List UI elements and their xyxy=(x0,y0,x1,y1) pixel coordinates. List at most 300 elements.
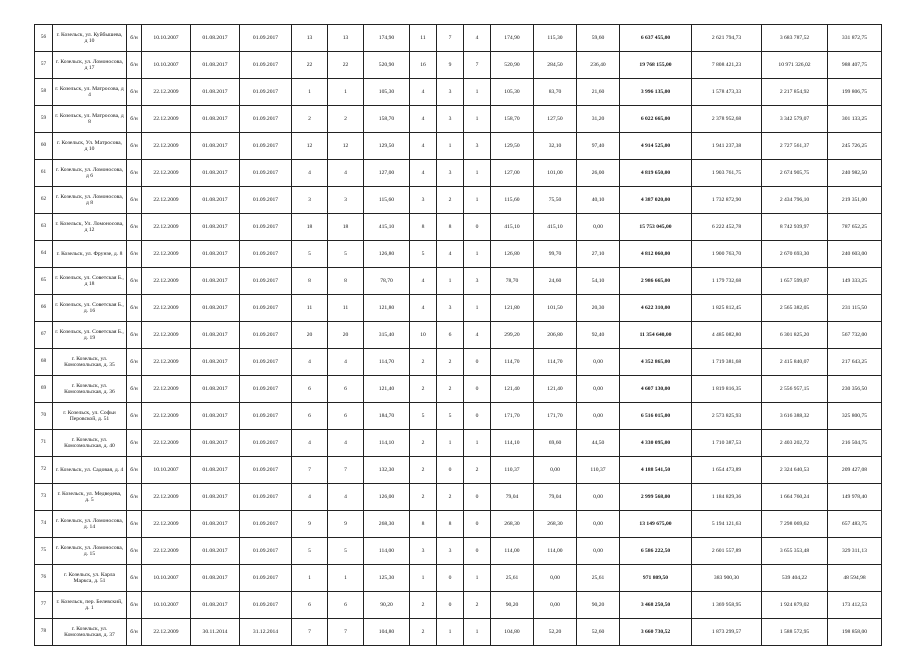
cell-t2: 2 378 952,68 xyxy=(692,106,762,133)
cell-a2: 114,00 xyxy=(491,538,534,565)
table-row xyxy=(35,538,882,565)
cell-t4: 230 356,50 xyxy=(828,376,882,403)
cell-a4: 59,60 xyxy=(577,25,620,52)
cell-n: 60 xyxy=(35,133,53,160)
cell-d1: 22.12.2009 xyxy=(142,403,191,430)
cell-d1: 22.12.2009 xyxy=(142,160,191,187)
cell-a1: 315,40 xyxy=(364,322,410,349)
cell-t4: 331 872,75 xyxy=(828,25,882,52)
cell-a3: 101,50 xyxy=(534,295,577,322)
cell-t2: 1 900 763,70 xyxy=(692,241,762,268)
cell-d2: 01.08.2017 xyxy=(191,106,240,133)
cell-c3: 4 xyxy=(410,106,437,133)
cell-n: 67 xyxy=(35,322,53,349)
cell-c3: 4 xyxy=(410,79,437,106)
cell-d1: 22.12.2009 xyxy=(142,187,191,214)
cell-addr: г. Козельск, ул. Комсомольская, д. 37 xyxy=(53,619,127,646)
cell-d2: 01.08.2017 xyxy=(191,511,240,538)
cell-c3: 4 xyxy=(410,295,437,322)
cell-n: 75 xyxy=(35,538,53,565)
cell-a2: 114,70 xyxy=(491,349,534,376)
cell-t3: 1 588 572,95 xyxy=(762,619,828,646)
cell-c2: 9 xyxy=(328,511,364,538)
cell-t4: 988 407,75 xyxy=(828,52,882,79)
table-row xyxy=(35,349,882,376)
table-row xyxy=(35,403,882,430)
cell-c1: 8 xyxy=(292,268,328,295)
cell-own: б/н xyxy=(127,403,142,430)
cell-t4: 173 412,53 xyxy=(828,592,882,619)
cell-c3: 4 xyxy=(410,268,437,295)
cell-c5: 0 xyxy=(464,484,491,511)
cell-c5: 0 xyxy=(464,214,491,241)
cell-t4: 657 483,75 xyxy=(828,511,882,538)
table-row xyxy=(35,187,882,214)
cell-d1: 22.12.2009 xyxy=(142,619,191,646)
cell-c1: 3 xyxy=(292,187,328,214)
table-row xyxy=(35,619,882,646)
cell-t3: 3 342 579,07 xyxy=(762,106,828,133)
cell-d1: 10.10.2007 xyxy=(142,457,191,484)
cell-a1: 158,70 xyxy=(364,106,410,133)
cell-d1: 10.10.2007 xyxy=(142,592,191,619)
cell-c1: 6 xyxy=(292,592,328,619)
cell-d2: 01.08.2017 xyxy=(191,565,240,592)
cell-addr: г. Козельск, ул. Советская Б., д. 16 xyxy=(53,295,127,322)
cell-c3: 2 xyxy=(410,376,437,403)
cell-n: 65 xyxy=(35,268,53,295)
cell-d1: 22.12.2009 xyxy=(142,430,191,457)
table-row xyxy=(35,322,882,349)
cell-t1: 4 352 865,00 xyxy=(620,349,692,376)
cell-own: б/н xyxy=(127,376,142,403)
cell-d3: 01.09.2017 xyxy=(240,511,292,538)
cell-c3: 5 xyxy=(410,241,437,268)
cell-own: б/н xyxy=(127,241,142,268)
cell-a1: 174,90 xyxy=(364,25,410,52)
cell-c1: 5 xyxy=(292,538,328,565)
cell-t3: 2 217 854,92 xyxy=(762,79,828,106)
cell-c1: 18 xyxy=(292,214,328,241)
cell-d2: 01.08.2017 xyxy=(191,241,240,268)
cell-c3: 2 xyxy=(410,619,437,646)
cell-addr: г. Козельск, пер. Белевский, д. 1 xyxy=(53,592,127,619)
cell-a4: 110,37 xyxy=(577,457,620,484)
cell-c5: 3 xyxy=(464,268,491,295)
cell-addr: г. Козельск, ул. Ломоносова, д. 15 xyxy=(53,538,127,565)
cell-n: 57 xyxy=(35,52,53,79)
cell-addr: г. Козельск, ул. Ломоносова, д 6 xyxy=(53,160,127,187)
cell-t2: 383 900,30 xyxy=(692,565,762,592)
cell-d2: 01.08.2017 xyxy=(191,25,240,52)
cell-n: 63 xyxy=(35,214,53,241)
table-row xyxy=(35,25,882,52)
cell-a1: 415,10 xyxy=(364,214,410,241)
cell-d1: 22.12.2009 xyxy=(142,376,191,403)
cell-c1: 4 xyxy=(292,349,328,376)
cell-a2: 115,60 xyxy=(491,187,534,214)
cell-t4: 149 333,25 xyxy=(828,268,882,295)
cell-t4: 217 643,25 xyxy=(828,349,882,376)
table-row xyxy=(35,511,882,538)
cell-c5: 2 xyxy=(464,457,491,484)
cell-addr: г. Козельск, ул. Комсомольская, д. 40 xyxy=(53,430,127,457)
cell-d1: 22.12.2009 xyxy=(142,484,191,511)
cell-t1: 6 586 222,50 xyxy=(620,538,692,565)
cell-a3: 0,00 xyxy=(534,592,577,619)
cell-t2: 7 808 421,23 xyxy=(692,52,762,79)
cell-c2: 4 xyxy=(328,430,364,457)
cell-c3: 5 xyxy=(410,403,437,430)
cell-t4: 240 982,50 xyxy=(828,160,882,187)
cell-c4: 0 xyxy=(437,592,464,619)
cell-c1: 20 xyxy=(292,322,328,349)
cell-c5: 1 xyxy=(464,160,491,187)
cell-t2: 6 222 452,78 xyxy=(692,214,762,241)
cell-d1: 22.12.2009 xyxy=(142,79,191,106)
cell-d1: 22.12.2009 xyxy=(142,538,191,565)
cell-a3: 115,30 xyxy=(534,25,577,52)
cell-n: 69 xyxy=(35,376,53,403)
cell-c4: 2 xyxy=(437,349,464,376)
cell-addr: г. Козельск, ул. Карла Маркса, д. 51 xyxy=(53,565,127,592)
cell-c2: 5 xyxy=(328,241,364,268)
cell-a4: 97,40 xyxy=(577,133,620,160)
cell-c4: 1 xyxy=(437,268,464,295)
cell-n: 70 xyxy=(35,403,53,430)
cell-n: 56 xyxy=(35,25,53,52)
cell-own: б/н xyxy=(127,52,142,79)
cell-d2: 01.08.2017 xyxy=(191,214,240,241)
cell-c3: 2 xyxy=(410,592,437,619)
cell-c3: 2 xyxy=(410,430,437,457)
cell-addr: г. Козельск, Ул. Ломоносова, д 12 xyxy=(53,214,127,241)
cell-c4: 3 xyxy=(437,79,464,106)
cell-t1: 4 330 095,00 xyxy=(620,430,692,457)
cell-t4: 240 603,00 xyxy=(828,241,882,268)
cell-t1: 3 468 250,50 xyxy=(620,592,692,619)
housing-table xyxy=(34,24,882,646)
cell-c4: 9 xyxy=(437,52,464,79)
cell-c1: 7 xyxy=(292,619,328,646)
cell-a1: 132,30 xyxy=(364,457,410,484)
cell-own: б/н xyxy=(127,430,142,457)
table-row xyxy=(35,592,882,619)
cell-a2: 520,90 xyxy=(491,52,534,79)
cell-a2: 158,70 xyxy=(491,106,534,133)
cell-a4: 54,10 xyxy=(577,268,620,295)
cell-c4: 4 xyxy=(437,241,464,268)
cell-d2: 01.08.2017 xyxy=(191,133,240,160)
cell-a4: 40,10 xyxy=(577,187,620,214)
cell-addr: г. Козельск, ул. Ломоносова, д 8 xyxy=(53,187,127,214)
cell-a4: 0,00 xyxy=(577,214,620,241)
cell-t1: 4 819 650,00 xyxy=(620,160,692,187)
cell-c3: 11 xyxy=(410,25,437,52)
cell-t3: 2 324 640,53 xyxy=(762,457,828,484)
cell-t2: 1 825 812,45 xyxy=(692,295,762,322)
cell-a4: 0,00 xyxy=(577,484,620,511)
cell-addr: г. Козельск, ул. Софьи Перовской, д. 51 xyxy=(53,403,127,430)
cell-a1: 104,80 xyxy=(364,619,410,646)
cell-a2: 129,50 xyxy=(491,133,534,160)
cell-n: 66 xyxy=(35,295,53,322)
cell-own: б/н xyxy=(127,538,142,565)
cell-own: б/н xyxy=(127,160,142,187)
cell-d2: 01.08.2017 xyxy=(191,322,240,349)
cell-c4: 8 xyxy=(437,511,464,538)
cell-addr: г. Козельск, ул. Медведева, д. 5 xyxy=(53,484,127,511)
cell-own: б/н xyxy=(127,484,142,511)
cell-d1: 10.10.2007 xyxy=(142,52,191,79)
cell-d3: 01.09.2017 xyxy=(240,565,292,592)
cell-t3: 2 565 382,05 xyxy=(762,295,828,322)
cell-t1: 2 999 568,00 xyxy=(620,484,692,511)
cell-c4: 3 xyxy=(437,160,464,187)
cell-d3: 01.09.2017 xyxy=(240,592,292,619)
cell-a2: 126,80 xyxy=(491,241,534,268)
cell-own: б/н xyxy=(127,187,142,214)
cell-d3: 01.09.2017 xyxy=(240,241,292,268)
cell-c5: 1 xyxy=(464,430,491,457)
cell-a3: 79,04 xyxy=(534,484,577,511)
cell-d1: 22.12.2009 xyxy=(142,133,191,160)
table-row xyxy=(35,268,882,295)
cell-a3: 0,00 xyxy=(534,565,577,592)
cell-t4: 149 978,40 xyxy=(828,484,882,511)
cell-c5: 7 xyxy=(464,52,491,79)
cell-t4: 329 311,13 xyxy=(828,538,882,565)
cell-a4: 0,00 xyxy=(577,403,620,430)
cell-a4: 90,20 xyxy=(577,592,620,619)
cell-c4: 2 xyxy=(437,187,464,214)
cell-d3: 01.09.2017 xyxy=(240,295,292,322)
cell-c5: 0 xyxy=(464,538,491,565)
cell-d3: 01.09.2017 xyxy=(240,79,292,106)
cell-a4: 25,61 xyxy=(577,565,620,592)
cell-c4: 6 xyxy=(437,322,464,349)
cell-a1: 127,00 xyxy=(364,160,410,187)
cell-addr: г. Козельск, ул. Ломоносова, д. 14 xyxy=(53,511,127,538)
cell-t3: 10 971 326,02 xyxy=(762,52,828,79)
cell-c4: 7 xyxy=(437,25,464,52)
cell-c3: 2 xyxy=(410,457,437,484)
cell-c2: 4 xyxy=(328,349,364,376)
cell-c1: 11 xyxy=(292,295,328,322)
cell-t4: 219 351,00 xyxy=(828,187,882,214)
cell-n: 77 xyxy=(35,592,53,619)
cell-t2: 2 573 825,93 xyxy=(692,403,762,430)
cell-c5: 4 xyxy=(464,25,491,52)
cell-own: б/н xyxy=(127,592,142,619)
cell-c2: 3 xyxy=(328,187,364,214)
cell-c2: 18 xyxy=(328,214,364,241)
cell-a2: 415,10 xyxy=(491,214,534,241)
cell-c4: 2 xyxy=(437,484,464,511)
cell-t4: 231 115,50 xyxy=(828,295,882,322)
cell-a2: 105,30 xyxy=(491,79,534,106)
cell-a4: 0,00 xyxy=(577,376,620,403)
cell-d3: 01.09.2017 xyxy=(240,538,292,565)
cell-c4: 3 xyxy=(437,538,464,565)
table-row xyxy=(35,241,882,268)
cell-a1: 114,10 xyxy=(364,430,410,457)
cell-c2: 6 xyxy=(328,376,364,403)
cell-a3: 127,50 xyxy=(534,106,577,133)
cell-t3: 2 434 796,10 xyxy=(762,187,828,214)
cell-n: 59 xyxy=(35,106,53,133)
cell-t2: 1 873 299,57 xyxy=(692,619,762,646)
cell-t4: 301 133,25 xyxy=(828,106,882,133)
cell-t3: 7 298 069,62 xyxy=(762,511,828,538)
cell-d3: 31.12.2014 xyxy=(240,619,292,646)
cell-a2: 121,80 xyxy=(491,295,534,322)
cell-d2: 01.08.2017 xyxy=(191,538,240,565)
cell-a4: 31,20 xyxy=(577,106,620,133)
cell-t1: 4 622 310,00 xyxy=(620,295,692,322)
cell-t4: 209 427,08 xyxy=(828,457,882,484)
cell-own: б/н xyxy=(127,214,142,241)
table-row xyxy=(35,133,882,160)
cell-own: б/н xyxy=(127,268,142,295)
cell-t3: 3 655 353,48 xyxy=(762,538,828,565)
cell-n: 73 xyxy=(35,484,53,511)
cell-t2: 1 654 473,89 xyxy=(692,457,762,484)
cell-a3: 101,00 xyxy=(534,160,577,187)
cell-t2: 1 719 381,68 xyxy=(692,349,762,376)
cell-d3: 01.09.2017 xyxy=(240,484,292,511)
cell-a3: 24,60 xyxy=(534,268,577,295)
cell-own: б/н xyxy=(127,619,142,646)
cell-d3: 01.09.2017 xyxy=(240,214,292,241)
cell-d3: 01.09.2017 xyxy=(240,457,292,484)
table-row xyxy=(35,79,882,106)
cell-c2: 1 xyxy=(328,79,364,106)
cell-d2: 01.08.2017 xyxy=(191,187,240,214)
cell-a3: 284,50 xyxy=(534,52,577,79)
table-row xyxy=(35,565,882,592)
cell-d2: 01.08.2017 xyxy=(191,79,240,106)
cell-a1: 115,60 xyxy=(364,187,410,214)
cell-d1: 22.12.2009 xyxy=(142,322,191,349)
cell-own: б/н xyxy=(127,79,142,106)
cell-a1: 129,50 xyxy=(364,133,410,160)
cell-c5: 4 xyxy=(464,322,491,349)
cell-n: 76 xyxy=(35,565,53,592)
table-row xyxy=(35,376,882,403)
cell-n: 72 xyxy=(35,457,53,484)
cell-c2: 20 xyxy=(328,322,364,349)
cell-t1: 6 637 455,00 xyxy=(620,25,692,52)
cell-d3: 01.09.2017 xyxy=(240,160,292,187)
cell-d1: 10.10.2007 xyxy=(142,565,191,592)
table-row xyxy=(35,430,882,457)
cell-d3: 01.09.2017 xyxy=(240,403,292,430)
cell-c4: 0 xyxy=(437,457,464,484)
cell-d2: 01.08.2017 xyxy=(191,160,240,187)
cell-t3: 6 301 825,20 xyxy=(762,322,828,349)
cell-t1: 15 753 045,00 xyxy=(620,214,692,241)
cell-t3: 2 415 840,07 xyxy=(762,349,828,376)
cell-c5: 1 xyxy=(464,565,491,592)
cell-c5: 1 xyxy=(464,187,491,214)
cell-a2: 79,04 xyxy=(491,484,534,511)
cell-a3: 75,50 xyxy=(534,187,577,214)
cell-t2: 1 710 387,53 xyxy=(692,430,762,457)
cell-t1: 11 354 640,00 xyxy=(620,322,692,349)
cell-a2: 268,30 xyxy=(491,511,534,538)
cell-t2: 1 941 237,38 xyxy=(692,133,762,160)
cell-c3: 2 xyxy=(410,349,437,376)
cell-t4: 48 594,98 xyxy=(828,565,882,592)
cell-t2: 1 184 829,36 xyxy=(692,484,762,511)
cell-c1: 2 xyxy=(292,106,328,133)
cell-own: б/н xyxy=(127,349,142,376)
cell-c5: 0 xyxy=(464,349,491,376)
table-body xyxy=(35,25,882,646)
cell-c3: 4 xyxy=(410,133,437,160)
cell-a1: 126,80 xyxy=(364,241,410,268)
cell-t4: 787 652,25 xyxy=(828,214,882,241)
cell-n: 78 xyxy=(35,619,53,646)
cell-a4: 0,00 xyxy=(577,511,620,538)
cell-addr: г. Козельск, ул. Куйбышева, д 10 xyxy=(53,25,127,52)
cell-a1: 78,70 xyxy=(364,268,410,295)
cell-t2: 1 903 761,75 xyxy=(692,160,762,187)
cell-t1: 4 812 060,00 xyxy=(620,241,692,268)
cell-a3: 171,70 xyxy=(534,403,577,430)
cell-c5: 1 xyxy=(464,79,491,106)
cell-a1: 125,30 xyxy=(364,565,410,592)
cell-a1: 114,70 xyxy=(364,349,410,376)
cell-a4: 26,00 xyxy=(577,160,620,187)
cell-t1: 13 149 675,00 xyxy=(620,511,692,538)
cell-c2: 6 xyxy=(328,592,364,619)
cell-c1: 9 xyxy=(292,511,328,538)
cell-c5: 2 xyxy=(464,592,491,619)
cell-c2: 1 xyxy=(328,565,364,592)
cell-c3: 3 xyxy=(410,187,437,214)
cell-t2: 1 819 816,35 xyxy=(692,376,762,403)
cell-a2: 104,80 xyxy=(491,619,534,646)
cell-n: 68 xyxy=(35,349,53,376)
cell-a3: 69,60 xyxy=(534,430,577,457)
cell-t1: 3 996 135,00 xyxy=(620,79,692,106)
cell-t1: 971 809,50 xyxy=(620,565,692,592)
cell-a4: 44,50 xyxy=(577,430,620,457)
cell-a2: 174,90 xyxy=(491,25,534,52)
cell-c2: 4 xyxy=(328,484,364,511)
cell-c1: 4 xyxy=(292,160,328,187)
cell-addr: г. Козельск, ул. Советская Б., д. 19 xyxy=(53,322,127,349)
cell-d2: 01.08.2017 xyxy=(191,376,240,403)
cell-c5: 0 xyxy=(464,376,491,403)
cell-d1: 22.12.2009 xyxy=(142,349,191,376)
cell-d2: 30.11.2014 xyxy=(191,619,240,646)
cell-c3: 2 xyxy=(410,484,437,511)
cell-d3: 01.09.2017 xyxy=(240,106,292,133)
cell-c1: 5 xyxy=(292,241,328,268)
cell-t2: 1 369 958,95 xyxy=(692,592,762,619)
cell-n: 64 xyxy=(35,241,53,268)
cell-c4: 3 xyxy=(437,106,464,133)
cell-a3: 415,10 xyxy=(534,214,577,241)
cell-d2: 01.08.2017 xyxy=(191,430,240,457)
cell-c4: 0 xyxy=(437,565,464,592)
cell-a3: 114,70 xyxy=(534,349,577,376)
cell-n: 61 xyxy=(35,160,53,187)
cell-c2: 22 xyxy=(328,52,364,79)
